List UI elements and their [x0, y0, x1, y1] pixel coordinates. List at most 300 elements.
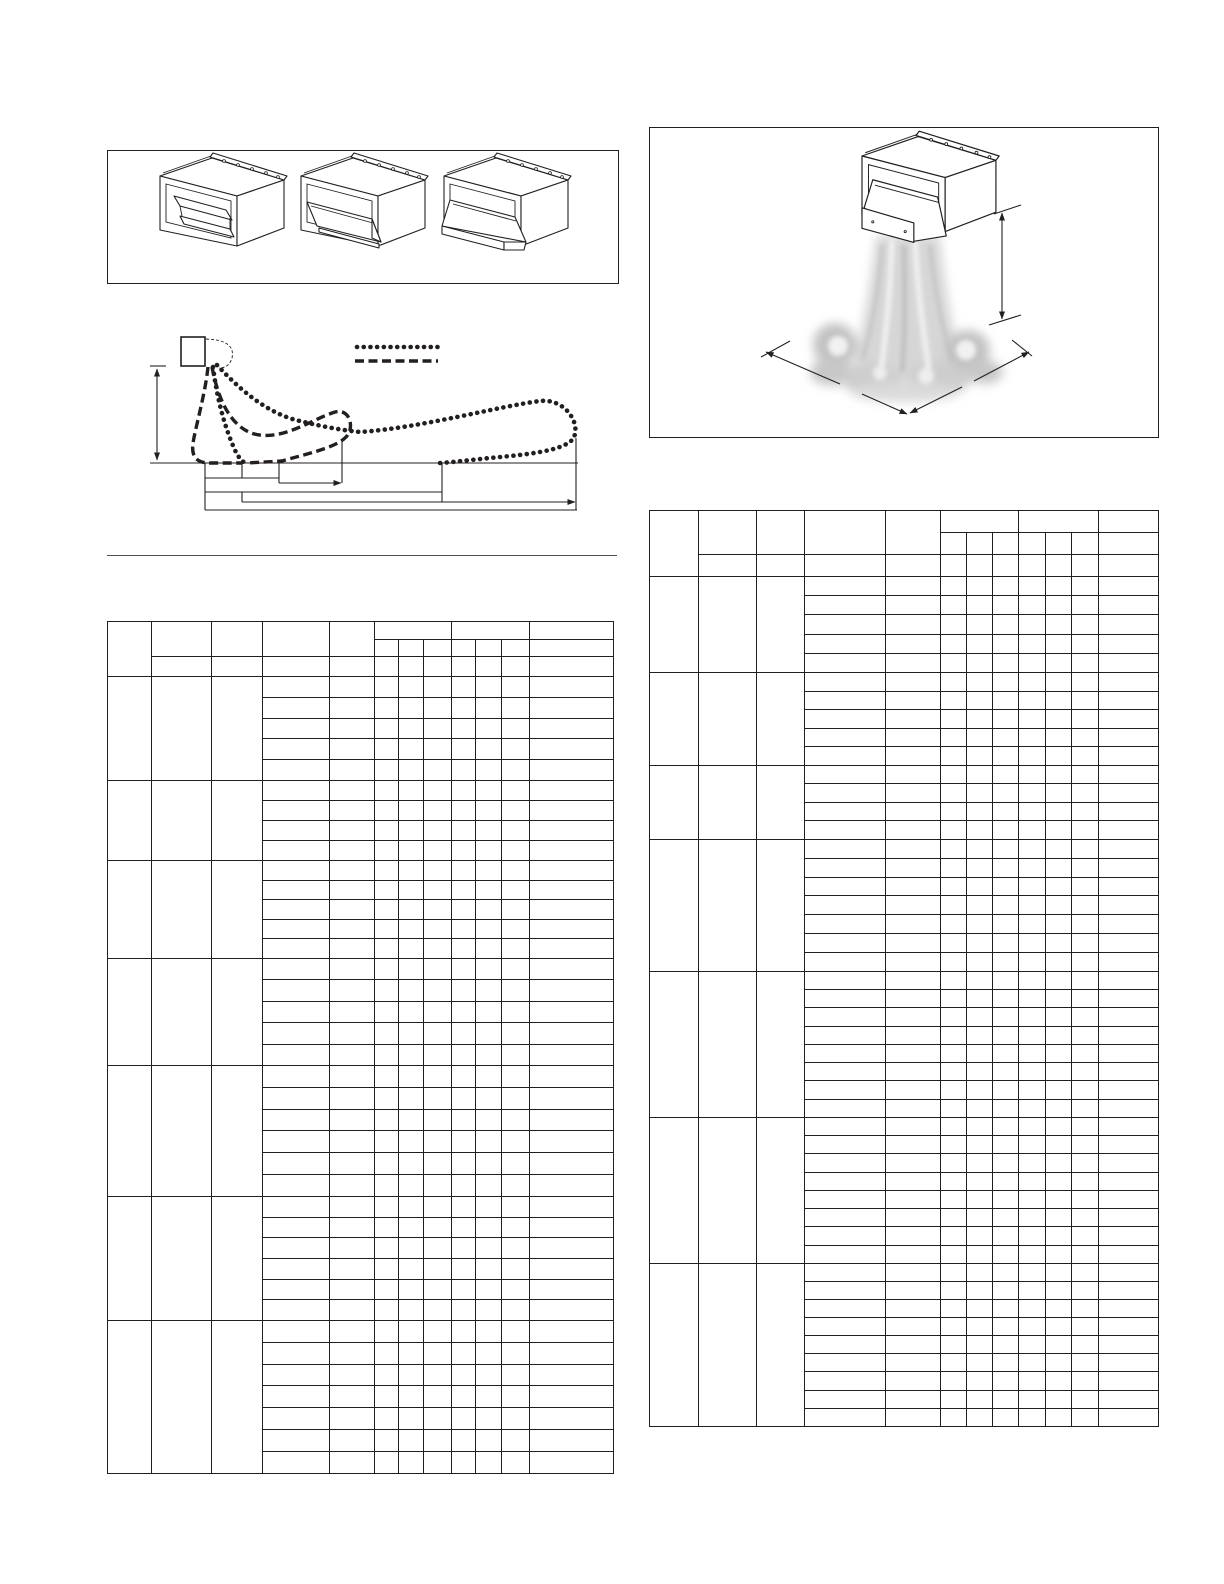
table-cell — [1019, 1372, 1046, 1390]
table-cell — [967, 596, 993, 615]
table-cell — [993, 596, 1019, 615]
table-cell — [941, 952, 967, 971]
table-cell — [399, 1342, 424, 1364]
header-unit-cell — [212, 657, 263, 677]
table-cell — [1019, 877, 1046, 896]
table-cell — [1099, 1209, 1159, 1227]
table-cell — [530, 1386, 614, 1408]
table-cell — [1099, 1154, 1159, 1172]
table-cell — [886, 915, 941, 934]
table-cell — [993, 1318, 1019, 1336]
table-cell — [1019, 1081, 1046, 1099]
table-cell — [941, 1099, 967, 1117]
table-cell — [805, 1154, 886, 1172]
table-cell — [805, 765, 886, 784]
group-cell — [212, 1320, 263, 1473]
table-cell — [1046, 1154, 1072, 1172]
header-cell — [699, 511, 757, 555]
table-cell — [941, 1318, 967, 1336]
table-cell — [967, 1390, 993, 1408]
table-cell — [1099, 747, 1159, 766]
table-cell — [886, 1372, 941, 1390]
table-cell — [263, 1342, 330, 1364]
table-cell — [967, 1300, 993, 1318]
table-cell — [399, 880, 424, 900]
table-cell — [452, 939, 476, 959]
table-cell — [967, 1372, 993, 1390]
table-cell — [941, 1408, 967, 1426]
table-cell — [476, 919, 502, 939]
table-cell — [1072, 1263, 1099, 1281]
table-cell — [1099, 1372, 1159, 1390]
table-cell — [993, 1190, 1019, 1208]
table-cell — [502, 1087, 530, 1109]
header-subcell — [530, 640, 614, 657]
table-cell — [530, 677, 614, 698]
table-cell — [330, 800, 375, 820]
table-cell — [967, 615, 993, 634]
table-cell — [805, 1081, 886, 1099]
group-cell — [699, 577, 757, 673]
table-cell — [330, 1408, 375, 1430]
downflow-drawing — [650, 128, 1158, 437]
table-cell — [886, 1044, 941, 1062]
table-cell — [1046, 1136, 1072, 1154]
table-cell — [424, 1320, 452, 1342]
table-cell — [424, 1065, 452, 1087]
table-cell — [530, 718, 614, 739]
table-cell — [1019, 1300, 1046, 1318]
table-cell — [452, 1300, 476, 1321]
table-cell — [886, 728, 941, 747]
table-cell — [1046, 1008, 1072, 1026]
table-cell — [1046, 971, 1072, 989]
table-cell — [502, 1044, 530, 1065]
table-cell — [1099, 1081, 1159, 1099]
table-cell — [1099, 1336, 1159, 1354]
table-cell — [1099, 1390, 1159, 1408]
table-cell — [424, 1364, 452, 1386]
table-cell — [476, 900, 502, 920]
table-cell — [263, 760, 330, 781]
table-cell — [886, 672, 941, 691]
group-cell — [108, 1320, 152, 1473]
table-cell — [399, 1196, 424, 1217]
table-cell — [375, 900, 399, 920]
table-cell — [805, 784, 886, 803]
table-cell — [1046, 784, 1072, 803]
table-cell — [805, 1044, 886, 1062]
table-cell — [805, 728, 886, 747]
table-cell — [1046, 1172, 1072, 1190]
table-cell — [424, 1175, 452, 1197]
table-cell — [330, 820, 375, 840]
group-cell — [757, 1263, 805, 1426]
table-cell — [967, 1026, 993, 1044]
bolt — [406, 172, 409, 175]
table-cell — [263, 1238, 330, 1259]
group-cell — [699, 1263, 757, 1426]
table-cell — [424, 1023, 452, 1044]
table-cell — [375, 1451, 399, 1473]
table-cell — [967, 802, 993, 821]
group-cell — [757, 971, 805, 1117]
table-cell — [330, 1087, 375, 1109]
table-cell — [476, 1217, 502, 1238]
header-cell — [805, 511, 886, 555]
table-cell — [263, 1087, 330, 1109]
table-cell — [941, 1172, 967, 1190]
table-cell — [1099, 952, 1159, 971]
header-unit-cell — [1099, 555, 1159, 577]
table-cell — [330, 1153, 375, 1175]
table-cell — [805, 990, 886, 1008]
table-cell — [941, 1300, 967, 1318]
table-cell — [1072, 952, 1099, 971]
table-cell — [1099, 1354, 1159, 1372]
table-cell — [886, 1281, 941, 1299]
table-cell — [805, 1136, 886, 1154]
table-cell — [1099, 896, 1159, 915]
table-cell — [1072, 1281, 1099, 1299]
table-cell — [1099, 577, 1159, 596]
table-cell — [886, 858, 941, 877]
table-cell — [1072, 577, 1099, 596]
table-cell — [502, 760, 530, 781]
bolt — [549, 172, 552, 175]
table-cell — [1099, 1117, 1159, 1135]
table-cell — [375, 1364, 399, 1386]
group-cell — [757, 839, 805, 971]
table-cell — [886, 1245, 941, 1263]
table-cell — [993, 653, 1019, 672]
table-cell — [993, 934, 1019, 953]
table-cell — [375, 1430, 399, 1452]
table-cell — [1046, 990, 1072, 1008]
table-cell — [1019, 971, 1046, 989]
table-cell — [967, 1117, 993, 1135]
table-cell — [530, 1153, 614, 1175]
table-cell — [452, 900, 476, 920]
table-cell — [886, 1081, 941, 1099]
table-cell — [1019, 653, 1046, 672]
table-cell — [476, 697, 502, 718]
bolt — [265, 172, 268, 175]
table-cell — [502, 1065, 530, 1087]
table-cell — [452, 1451, 476, 1473]
louver-unit-horizontal-blades-icon — [160, 153, 287, 246]
table-cell — [1099, 1008, 1159, 1026]
table-cell — [967, 952, 993, 971]
group-cell — [757, 577, 805, 673]
table-cell — [263, 880, 330, 900]
table-cell — [1099, 710, 1159, 729]
table-cell — [1072, 634, 1099, 653]
table-cell — [263, 980, 330, 1001]
table-cell — [452, 718, 476, 739]
table-cell — [1046, 1209, 1072, 1227]
table-cell — [1099, 1172, 1159, 1190]
table-cell — [1072, 802, 1099, 821]
table-cell — [886, 691, 941, 710]
table-cell — [886, 577, 941, 596]
table-cell — [941, 634, 967, 653]
table-cell — [1019, 672, 1046, 691]
table-cell — [476, 1364, 502, 1386]
table-cell — [530, 697, 614, 718]
header-cell — [330, 622, 375, 657]
table-cell — [424, 1044, 452, 1065]
table-cell — [1046, 1063, 1072, 1081]
table-cell — [941, 784, 967, 803]
table-cell — [886, 1154, 941, 1172]
table-cell — [1099, 1300, 1159, 1318]
table-cell — [375, 780, 399, 800]
table-cell — [941, 934, 967, 953]
table-cell — [1072, 615, 1099, 634]
group-cell — [108, 1196, 152, 1320]
table-cell — [805, 653, 886, 672]
table-cell — [886, 596, 941, 615]
header-subcell — [424, 640, 452, 657]
table-cell — [967, 784, 993, 803]
table-cell — [805, 1354, 886, 1372]
table-cell — [805, 1190, 886, 1208]
table-cell — [1046, 1190, 1072, 1208]
table-cell — [993, 634, 1019, 653]
table-cell — [263, 677, 330, 698]
table-cell — [1072, 710, 1099, 729]
table-cell — [530, 958, 614, 979]
table-cell — [452, 1131, 476, 1153]
table-cell — [424, 739, 452, 760]
table-cell — [502, 1131, 530, 1153]
table-cell — [886, 934, 941, 953]
table-cell — [1099, 653, 1159, 672]
table-cell — [330, 1175, 375, 1197]
table-cell — [375, 980, 399, 1001]
table-cell — [399, 1044, 424, 1065]
table-cell — [1046, 1372, 1072, 1390]
table-cell — [993, 839, 1019, 858]
table-cell — [330, 860, 375, 880]
table-cell — [1019, 1318, 1046, 1336]
air-plume — [810, 236, 1003, 402]
table-cell — [1046, 691, 1072, 710]
table-cell — [424, 880, 452, 900]
section-divider — [107, 555, 617, 556]
table-cell — [993, 971, 1019, 989]
table-cell — [330, 1364, 375, 1386]
table-cell — [530, 919, 614, 939]
table-cell — [476, 1430, 502, 1452]
table-cell — [424, 677, 452, 698]
table-cell — [330, 697, 375, 718]
table-cell — [805, 1099, 886, 1117]
table-cell — [993, 1099, 1019, 1117]
table-cell — [886, 615, 941, 634]
table-cell — [886, 1390, 941, 1408]
table-cell — [375, 677, 399, 698]
table-cell — [502, 677, 530, 698]
table-cell — [476, 1386, 502, 1408]
table-cell — [263, 1001, 330, 1022]
table-cell — [530, 1001, 614, 1022]
table-cell — [1099, 615, 1159, 634]
table-cell — [1072, 971, 1099, 989]
group-cell — [212, 677, 263, 781]
table-cell — [1019, 691, 1046, 710]
throw-pattern-dotted-long — [217, 365, 575, 463]
group-cell — [212, 1065, 263, 1196]
table-cell — [502, 1342, 530, 1364]
table-cell — [530, 780, 614, 800]
table-cell — [805, 1209, 886, 1227]
table-cell — [1019, 896, 1046, 915]
table-cell — [1019, 1227, 1046, 1245]
header-subcell — [1099, 533, 1159, 555]
table-cell — [375, 1044, 399, 1065]
table-cell — [424, 1258, 452, 1279]
table-row — [650, 971, 1159, 989]
table-cell — [424, 939, 452, 959]
table-cell — [375, 1408, 399, 1430]
table-cell — [941, 1136, 967, 1154]
table-cell — [993, 1263, 1019, 1281]
table-cell — [1099, 1044, 1159, 1062]
table-cell — [967, 1136, 993, 1154]
table-cell — [476, 1258, 502, 1279]
header-subcell — [993, 533, 1019, 555]
bolt — [364, 160, 367, 163]
table-cell — [1099, 1318, 1159, 1336]
table-cell — [502, 697, 530, 718]
table-cell — [530, 840, 614, 860]
table-cell — [530, 1364, 614, 1386]
table-cell — [330, 900, 375, 920]
table-cell — [530, 1451, 614, 1473]
table-cell — [530, 1065, 614, 1087]
table-cell — [330, 958, 375, 979]
table-cell — [941, 672, 967, 691]
table-cell — [941, 971, 967, 989]
table-cell — [1019, 990, 1046, 1008]
table-cell — [1072, 1300, 1099, 1318]
table-cell — [1099, 877, 1159, 896]
table-cell — [452, 760, 476, 781]
table-cell — [805, 934, 886, 953]
table-cell — [263, 1258, 330, 1279]
table-cell — [476, 1001, 502, 1022]
table-cell — [476, 1044, 502, 1065]
table-cell — [476, 1131, 502, 1153]
table-cell — [805, 1390, 886, 1408]
bolt — [988, 156, 991, 159]
table-cell — [941, 691, 967, 710]
table-cell — [330, 1386, 375, 1408]
table-cell — [530, 860, 614, 880]
group-cell — [108, 860, 152, 958]
table-cell — [1072, 784, 1099, 803]
table-cell — [1046, 1390, 1072, 1408]
table-cell — [941, 653, 967, 672]
table-cell — [1072, 1227, 1099, 1245]
table-cell — [993, 577, 1019, 596]
table-cell — [967, 1227, 993, 1245]
table-cell — [330, 1258, 375, 1279]
header-unit-cell — [399, 657, 424, 677]
table-cell — [375, 1131, 399, 1153]
table-cell — [263, 860, 330, 880]
table-cell — [1046, 1354, 1072, 1372]
table-cell — [1099, 1245, 1159, 1263]
table-cell — [1046, 896, 1072, 915]
table-cell — [941, 747, 967, 766]
header-unit-cell — [530, 657, 614, 677]
table-cell — [476, 780, 502, 800]
header-row — [108, 622, 614, 640]
group-cell — [699, 839, 757, 971]
table-cell — [424, 1279, 452, 1300]
table-cell — [375, 939, 399, 959]
table-cell — [1046, 1300, 1072, 1318]
table-cell — [399, 1430, 424, 1452]
table-cell — [530, 1258, 614, 1279]
header-unit-cell — [1072, 555, 1099, 577]
table-cell — [502, 880, 530, 900]
table-cell — [375, 880, 399, 900]
header-cell — [212, 622, 263, 657]
table-cell — [805, 1117, 886, 1135]
table-cell — [476, 1342, 502, 1364]
table-cell — [805, 1281, 886, 1299]
table-cell — [1046, 1245, 1072, 1263]
table-cell — [399, 1451, 424, 1473]
group-cell — [650, 672, 699, 765]
table-cell — [993, 1172, 1019, 1190]
table-cell — [993, 1063, 1019, 1081]
table-cell — [805, 577, 886, 596]
table-cell — [967, 1172, 993, 1190]
table-cell — [263, 780, 330, 800]
table-cell — [941, 1117, 967, 1135]
table-cell — [886, 1172, 941, 1190]
table-cell — [452, 860, 476, 880]
table-cell — [330, 1196, 375, 1217]
group-cell — [650, 839, 699, 971]
table-cell — [886, 990, 941, 1008]
table-cell — [941, 1026, 967, 1044]
table-cell — [476, 1451, 502, 1473]
table-cell — [330, 1044, 375, 1065]
table-cell — [1072, 1318, 1099, 1336]
table-cell — [1019, 934, 1046, 953]
table-cell — [1072, 672, 1099, 691]
table-cell — [476, 1408, 502, 1430]
group-cell — [699, 971, 757, 1117]
table-cell — [424, 860, 452, 880]
table-cell — [1019, 839, 1046, 858]
table-cell — [424, 840, 452, 860]
table-cell — [1019, 1026, 1046, 1044]
table-cell — [993, 915, 1019, 934]
table-cell — [1019, 728, 1046, 747]
table-cell — [502, 1217, 530, 1238]
table-cell — [805, 1336, 886, 1354]
table-cell — [452, 1217, 476, 1238]
table-cell — [530, 760, 614, 781]
table-cell — [263, 1044, 330, 1065]
